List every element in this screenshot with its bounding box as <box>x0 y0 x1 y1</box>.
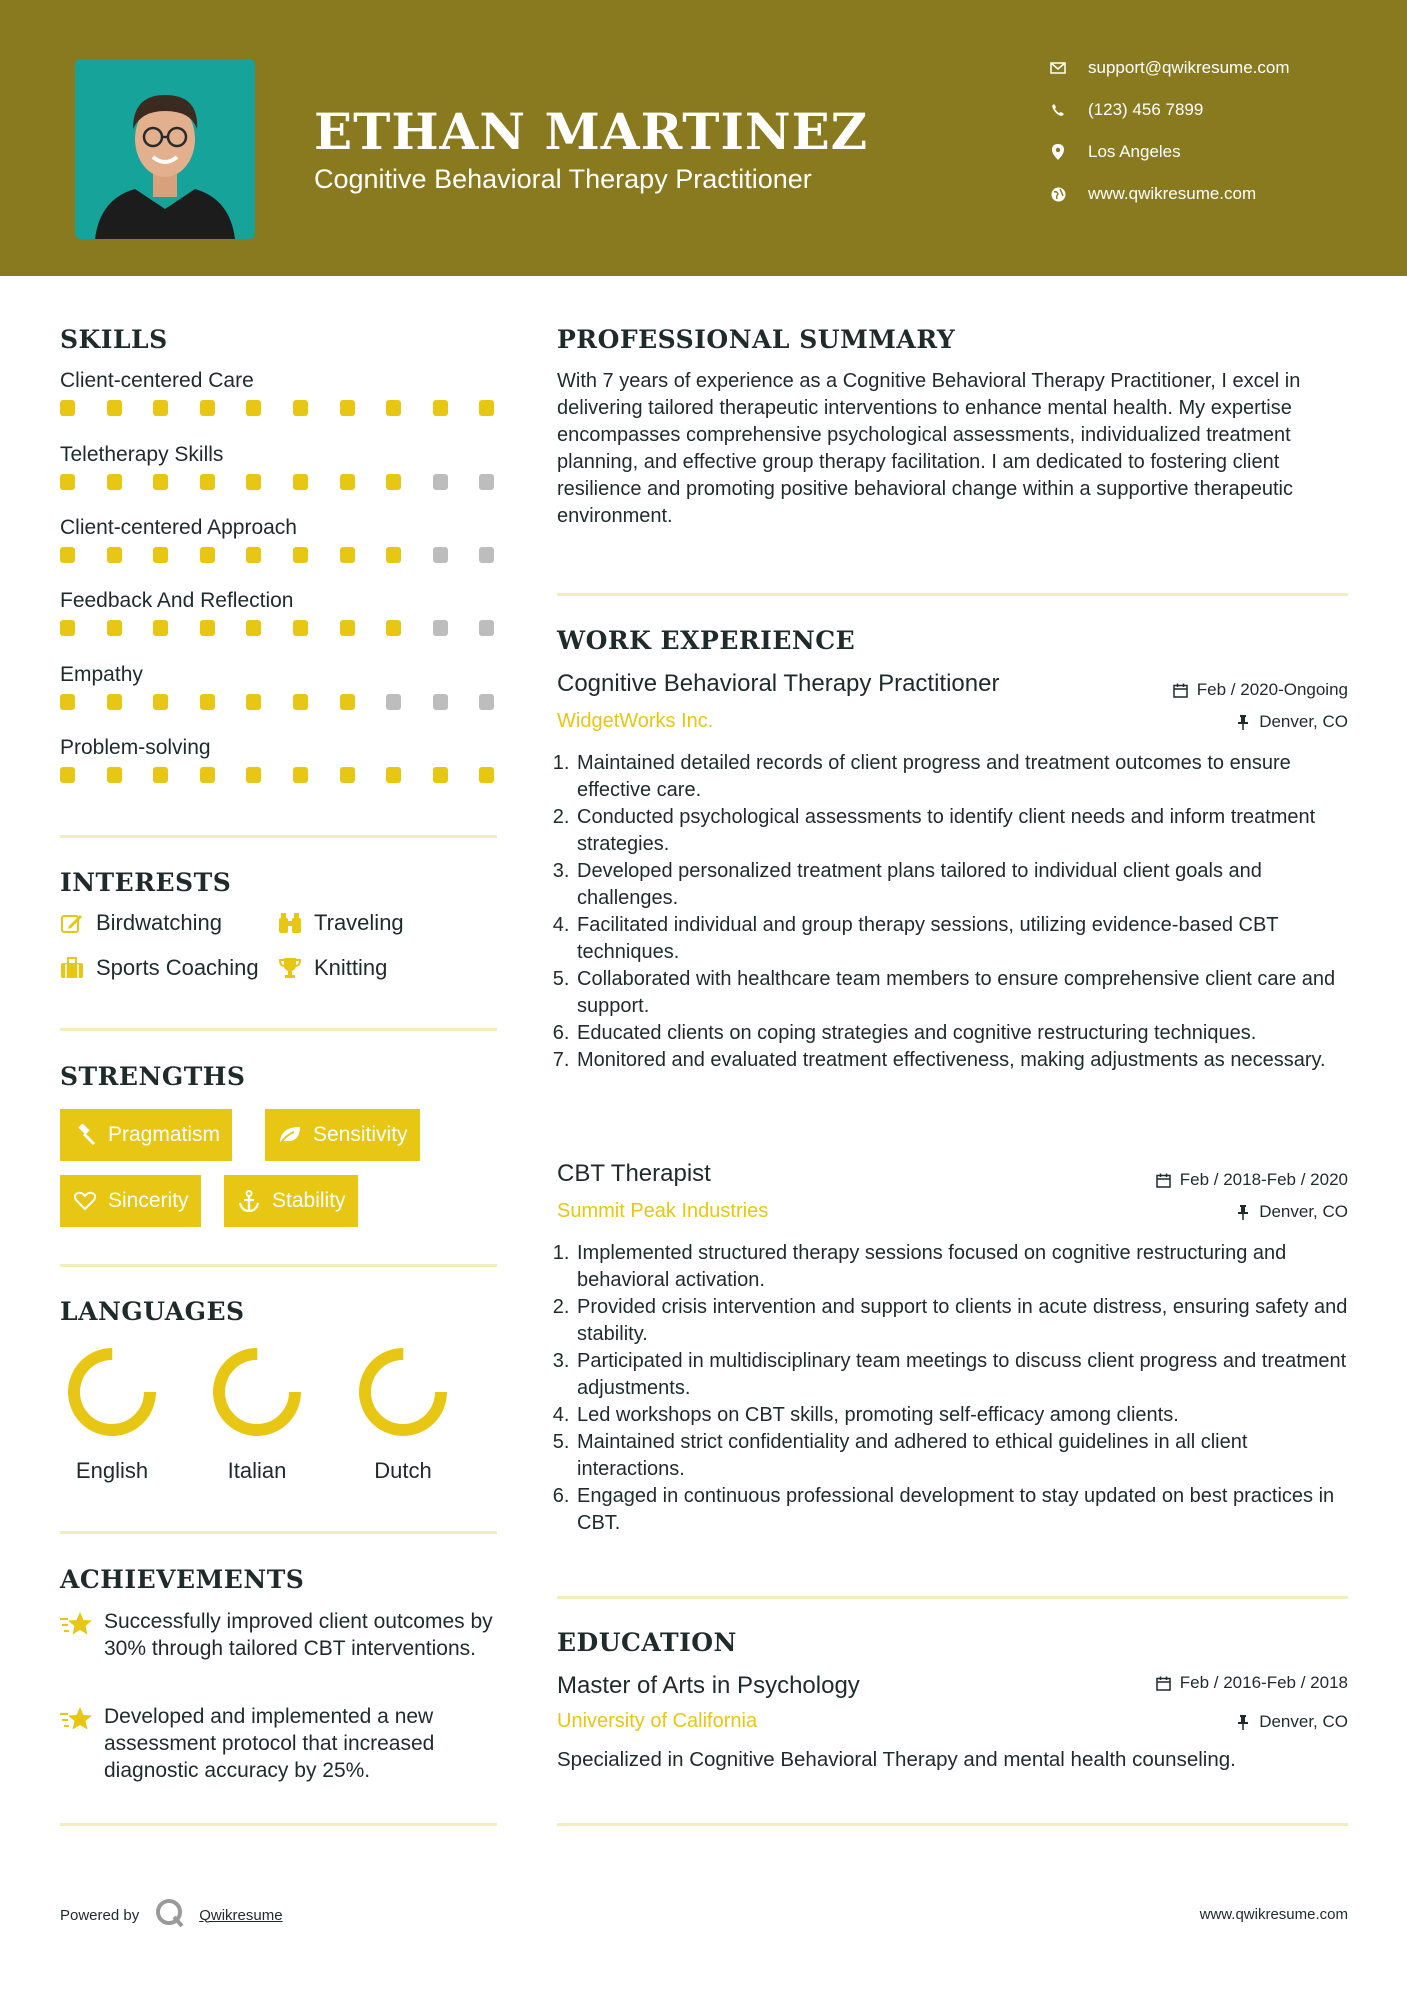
powered-by-label: Powered by <box>60 1906 140 1924</box>
candidate-title: Cognitive Behavioral Therapy Practitioner <box>314 164 812 194</box>
rating-dot <box>60 547 75 563</box>
rating-dot <box>386 694 401 710</box>
contact-location-text: Los Angeles <box>1088 142 1181 161</box>
language-ring <box>211 1346 303 1438</box>
list-item: 1. Implemented structured therapy sessions focused on cognitive restructuring and behavioral activation. <box>575 1240 1350 1294</box>
rating-dot <box>200 620 215 636</box>
language-level-arc <box>74 1354 150 1430</box>
contact-website[interactable] <box>1050 184 1380 204</box>
rating-dot <box>386 400 401 416</box>
calendar-icon <box>1156 1172 1172 1188</box>
trophy-icon <box>278 956 302 980</box>
qwikresume-link[interactable]: Qwikresume <box>199 1906 283 1924</box>
leaf-icon <box>277 1122 303 1148</box>
languages-heading: LANGUAGES <box>60 1297 245 1326</box>
interest-item: Sports Coaching <box>60 955 259 981</box>
anchor-icon <box>236 1188 262 1214</box>
education-location: Denver, CO <box>1235 1712 1348 1732</box>
list-item: 6. Educated clients on coping strategies and cognitive restructuring techniques. <box>575 1020 1350 1047</box>
rating-dot <box>433 400 448 416</box>
contact-email-text: support@qwikresume.com <box>1088 58 1290 77</box>
pencil-square-icon <box>60 911 84 935</box>
job-responsibilities <box>575 1240 1350 1537</box>
phone-icon <box>1050 102 1066 118</box>
rating-dot <box>246 694 261 710</box>
skill-rating <box>60 400 500 418</box>
binoculars-icon <box>278 911 302 935</box>
rating-dot <box>340 620 355 636</box>
list-item: 7. Monitored and evaluated treatment effectiveness, making adjustments as necessary. <box>575 1047 1350 1074</box>
list-item: 4. Led workshops on CBT skills, promoting self-efficacy among clients. <box>575 1402 1350 1429</box>
rating-dot <box>246 767 261 783</box>
list-item: 2. Provided crisis intervention and support to clients in acute distress, ensuring safety and stability. <box>575 1294 1350 1348</box>
rating-dot <box>200 400 215 416</box>
achievement-item: Developed and implemented a new assessment protocol that increased diagnostic accuracy by 25%. <box>60 1703 500 1784</box>
rating-dot <box>107 547 122 563</box>
divider <box>557 1596 1348 1599</box>
rating-dot <box>433 474 448 490</box>
rating-dot <box>200 694 215 710</box>
divider <box>60 1531 497 1534</box>
language-ring <box>357 1346 449 1438</box>
skills-heading: SKILLS <box>60 325 168 354</box>
education-date: Feb / 2016-Feb / 2018 <box>1156 1673 1348 1693</box>
job-title: Cognitive Behavioral Therapy Practitioner <box>557 670 1000 697</box>
rating-dot <box>246 620 261 636</box>
divider <box>557 593 1348 596</box>
rating-dot <box>107 400 122 416</box>
language-label: Italian <box>227 1458 287 1483</box>
job-responsibilities <box>575 750 1350 1074</box>
rating-dot <box>200 547 215 563</box>
strength-chip: Sensitivity <box>265 1109 420 1161</box>
language-item <box>338 1346 468 1484</box>
rating-dot <box>433 767 448 783</box>
rating-dot <box>293 474 308 490</box>
location-pin-icon <box>1050 144 1066 160</box>
rating-dot <box>60 694 75 710</box>
contact-email[interactable] <box>1050 58 1380 78</box>
candidate-name: ETHAN MARTINEZ <box>314 102 869 161</box>
rating-dot <box>246 474 261 490</box>
rating-dot <box>153 547 168 563</box>
rating-dot <box>60 620 75 636</box>
rating-dot <box>246 400 261 416</box>
rating-dot <box>340 547 355 563</box>
contact-phone[interactable] <box>1050 100 1380 120</box>
rating-dot <box>386 620 401 636</box>
divider <box>60 1028 497 1031</box>
achievements-heading: ACHIEVEMENTS <box>60 1565 305 1594</box>
rating-dot <box>340 400 355 416</box>
list-item: 2. Conducted psychological assessments to identify client needs and inform treatment strategies. <box>575 804 1350 858</box>
divider <box>60 1823 497 1826</box>
divider <box>60 835 497 838</box>
star-icon <box>60 1705 94 1735</box>
language-ring <box>66 1346 158 1438</box>
rating-dot <box>153 694 168 710</box>
strength-chip: Stability <box>224 1175 358 1227</box>
rating-dot <box>293 620 308 636</box>
rating-dot <box>479 474 494 490</box>
skill-item <box>60 660 500 712</box>
contact-location <box>1050 142 1380 162</box>
language-item <box>47 1346 177 1484</box>
rating-dot <box>386 767 401 783</box>
contact-phone-text: (123) 456 7899 <box>1088 100 1204 119</box>
job-date: Feb / 2020-Ongoing <box>1173 680 1348 700</box>
qwikresume-logo-icon <box>155 1898 185 1932</box>
rating-dot <box>340 694 355 710</box>
skill-item <box>60 513 500 565</box>
heart-icon <box>72 1188 98 1214</box>
rating-dot <box>60 767 75 783</box>
rating-dot <box>433 694 448 710</box>
rating-dot <box>386 547 401 563</box>
skill-rating <box>60 474 500 492</box>
calendar-icon <box>1156 1675 1172 1691</box>
language-label: English <box>75 1458 149 1483</box>
rating-dot <box>479 400 494 416</box>
pushpin-icon <box>1235 714 1251 730</box>
summary-heading: PROFESSIONAL SUMMARY <box>557 325 956 354</box>
list-item: 5. Maintained strict confidentiality and adhered to ethical guidelines in all client interactions. <box>575 1429 1350 1483</box>
job-location: Denver, CO <box>1235 712 1348 732</box>
rating-dot <box>386 474 401 490</box>
list-item: 3. Participated in multidisciplinary team meetings to discuss client progress and treatment adjustments. <box>575 1348 1350 1402</box>
rating-dot <box>200 767 215 783</box>
footer-powered-by <box>60 1898 283 1932</box>
skill-label: Client-centered Care <box>60 369 254 392</box>
rating-dot <box>293 694 308 710</box>
experience-heading: WORK EXPERIENCE <box>557 626 856 655</box>
skill-rating <box>60 620 500 638</box>
divider <box>60 1264 497 1267</box>
briefcase-icon <box>60 956 84 980</box>
company-name: Summit Peak Industries <box>557 1200 769 1222</box>
skill-label: Feedback And Reflection <box>60 589 294 612</box>
interests-heading: INTERESTS <box>60 868 232 897</box>
star-icon <box>60 1610 94 1640</box>
rating-dot <box>293 547 308 563</box>
rating-dot <box>340 474 355 490</box>
footer-url[interactable]: www.qwikresume.com <box>1199 1906 1348 1923</box>
education-heading: EDUCATION <box>557 1628 737 1657</box>
rating-dot <box>200 474 215 490</box>
skill-rating <box>60 694 500 712</box>
rating-dot <box>153 620 168 636</box>
mail-icon <box>1050 60 1066 76</box>
education-description: Specialized in Cognitive Behavioral Therapy and mental health counseling. <box>557 1748 1236 1771</box>
profile-photo <box>75 59 255 239</box>
language-item <box>192 1346 322 1484</box>
globe-icon <box>1050 186 1066 202</box>
interest-item: Traveling <box>278 910 404 936</box>
contact-website-text: www.qwikresume.com <box>1088 184 1257 203</box>
calendar-icon <box>1173 682 1189 698</box>
divider <box>557 1823 1348 1826</box>
rating-dot <box>60 400 75 416</box>
skill-label: Empathy <box>60 663 143 686</box>
skill-rating <box>60 767 500 785</box>
skill-label: Problem-solving <box>60 736 211 759</box>
rating-dot <box>153 767 168 783</box>
rating-dot <box>479 547 494 563</box>
language-level-arc <box>219 1354 295 1430</box>
skill-item <box>60 440 500 492</box>
skill-rating <box>60 547 500 565</box>
degree-title: Master of Arts in Psychology <box>557 1672 860 1699</box>
rating-dot <box>433 547 448 563</box>
strength-chip: Sincerity <box>60 1175 201 1227</box>
list-item: 4. Facilitated individual and group therapy sessions, utilizing evidence-based CBT techniques. <box>575 912 1350 966</box>
gavel-icon <box>72 1122 98 1148</box>
rating-dot <box>107 474 122 490</box>
interest-item: Birdwatching <box>60 910 222 936</box>
person-avatar-icon <box>75 59 255 239</box>
company-name: WidgetWorks Inc. <box>557 710 714 732</box>
school-name: University of California <box>557 1710 758 1732</box>
rating-dot <box>153 400 168 416</box>
rating-dot <box>107 694 122 710</box>
list-item: 6. Engaged in continuous professional development to stay updated on best practices in CBT. <box>575 1483 1350 1537</box>
language-label: Dutch <box>374 1458 432 1483</box>
rating-dot <box>107 620 122 636</box>
strength-chip: Pragmatism <box>60 1109 232 1161</box>
rating-dot <box>433 620 448 636</box>
language-level-arc <box>365 1354 441 1430</box>
achievement-item: Successfully improved client outcomes by 30% through tailored CBT interventions. <box>60 1608 500 1662</box>
skill-label: Client-centered Approach <box>60 516 297 539</box>
rating-dot <box>479 767 494 783</box>
rating-dot <box>479 694 494 710</box>
rating-dot <box>293 767 308 783</box>
list-item: 3. Developed personalized treatment plans tailored to individual client goals and challenges. <box>575 858 1350 912</box>
rating-dot <box>479 620 494 636</box>
list-item: 1. Maintained detailed records of client progress and treatment outcomes to ensure effective care. <box>575 750 1350 804</box>
summary-text: With 7 years of experience as a Cognitive Behavioral Therapy Practitioner, I excel in delivering tailored therapeutic interventions to enhance mental health. My expertise encompasses comprehensive psychological assessments, individualized treatment planning, and effective group therapy facilitation. I am dedicated to fostering client resilience and promoting positive behavioral change within a supportive therapeutic environment. <box>557 370 1301 527</box>
skill-item <box>60 366 500 418</box>
job-title: CBT Therapist <box>557 1160 711 1187</box>
pushpin-icon <box>1235 1204 1251 1220</box>
strengths-heading: STRENGTHS <box>60 1062 246 1091</box>
skill-item <box>60 733 500 785</box>
list-item: 5. Collaborated with healthcare team members to ensure comprehensive client care and support. <box>575 966 1350 1020</box>
rating-dot <box>60 474 75 490</box>
interest-item: Knitting <box>278 955 387 981</box>
job-location: Denver, CO <box>1235 1202 1348 1222</box>
rating-dot <box>246 547 261 563</box>
rating-dot <box>153 474 168 490</box>
rating-dot <box>293 400 308 416</box>
job-date: Feb / 2018-Feb / 2020 <box>1156 1170 1348 1190</box>
resume-header <box>0 0 1407 276</box>
pushpin-icon <box>1235 1714 1251 1730</box>
rating-dot <box>107 767 122 783</box>
rating-dot <box>340 767 355 783</box>
skill-item <box>60 586 500 638</box>
skill-label: Teletherapy Skills <box>60 443 224 466</box>
